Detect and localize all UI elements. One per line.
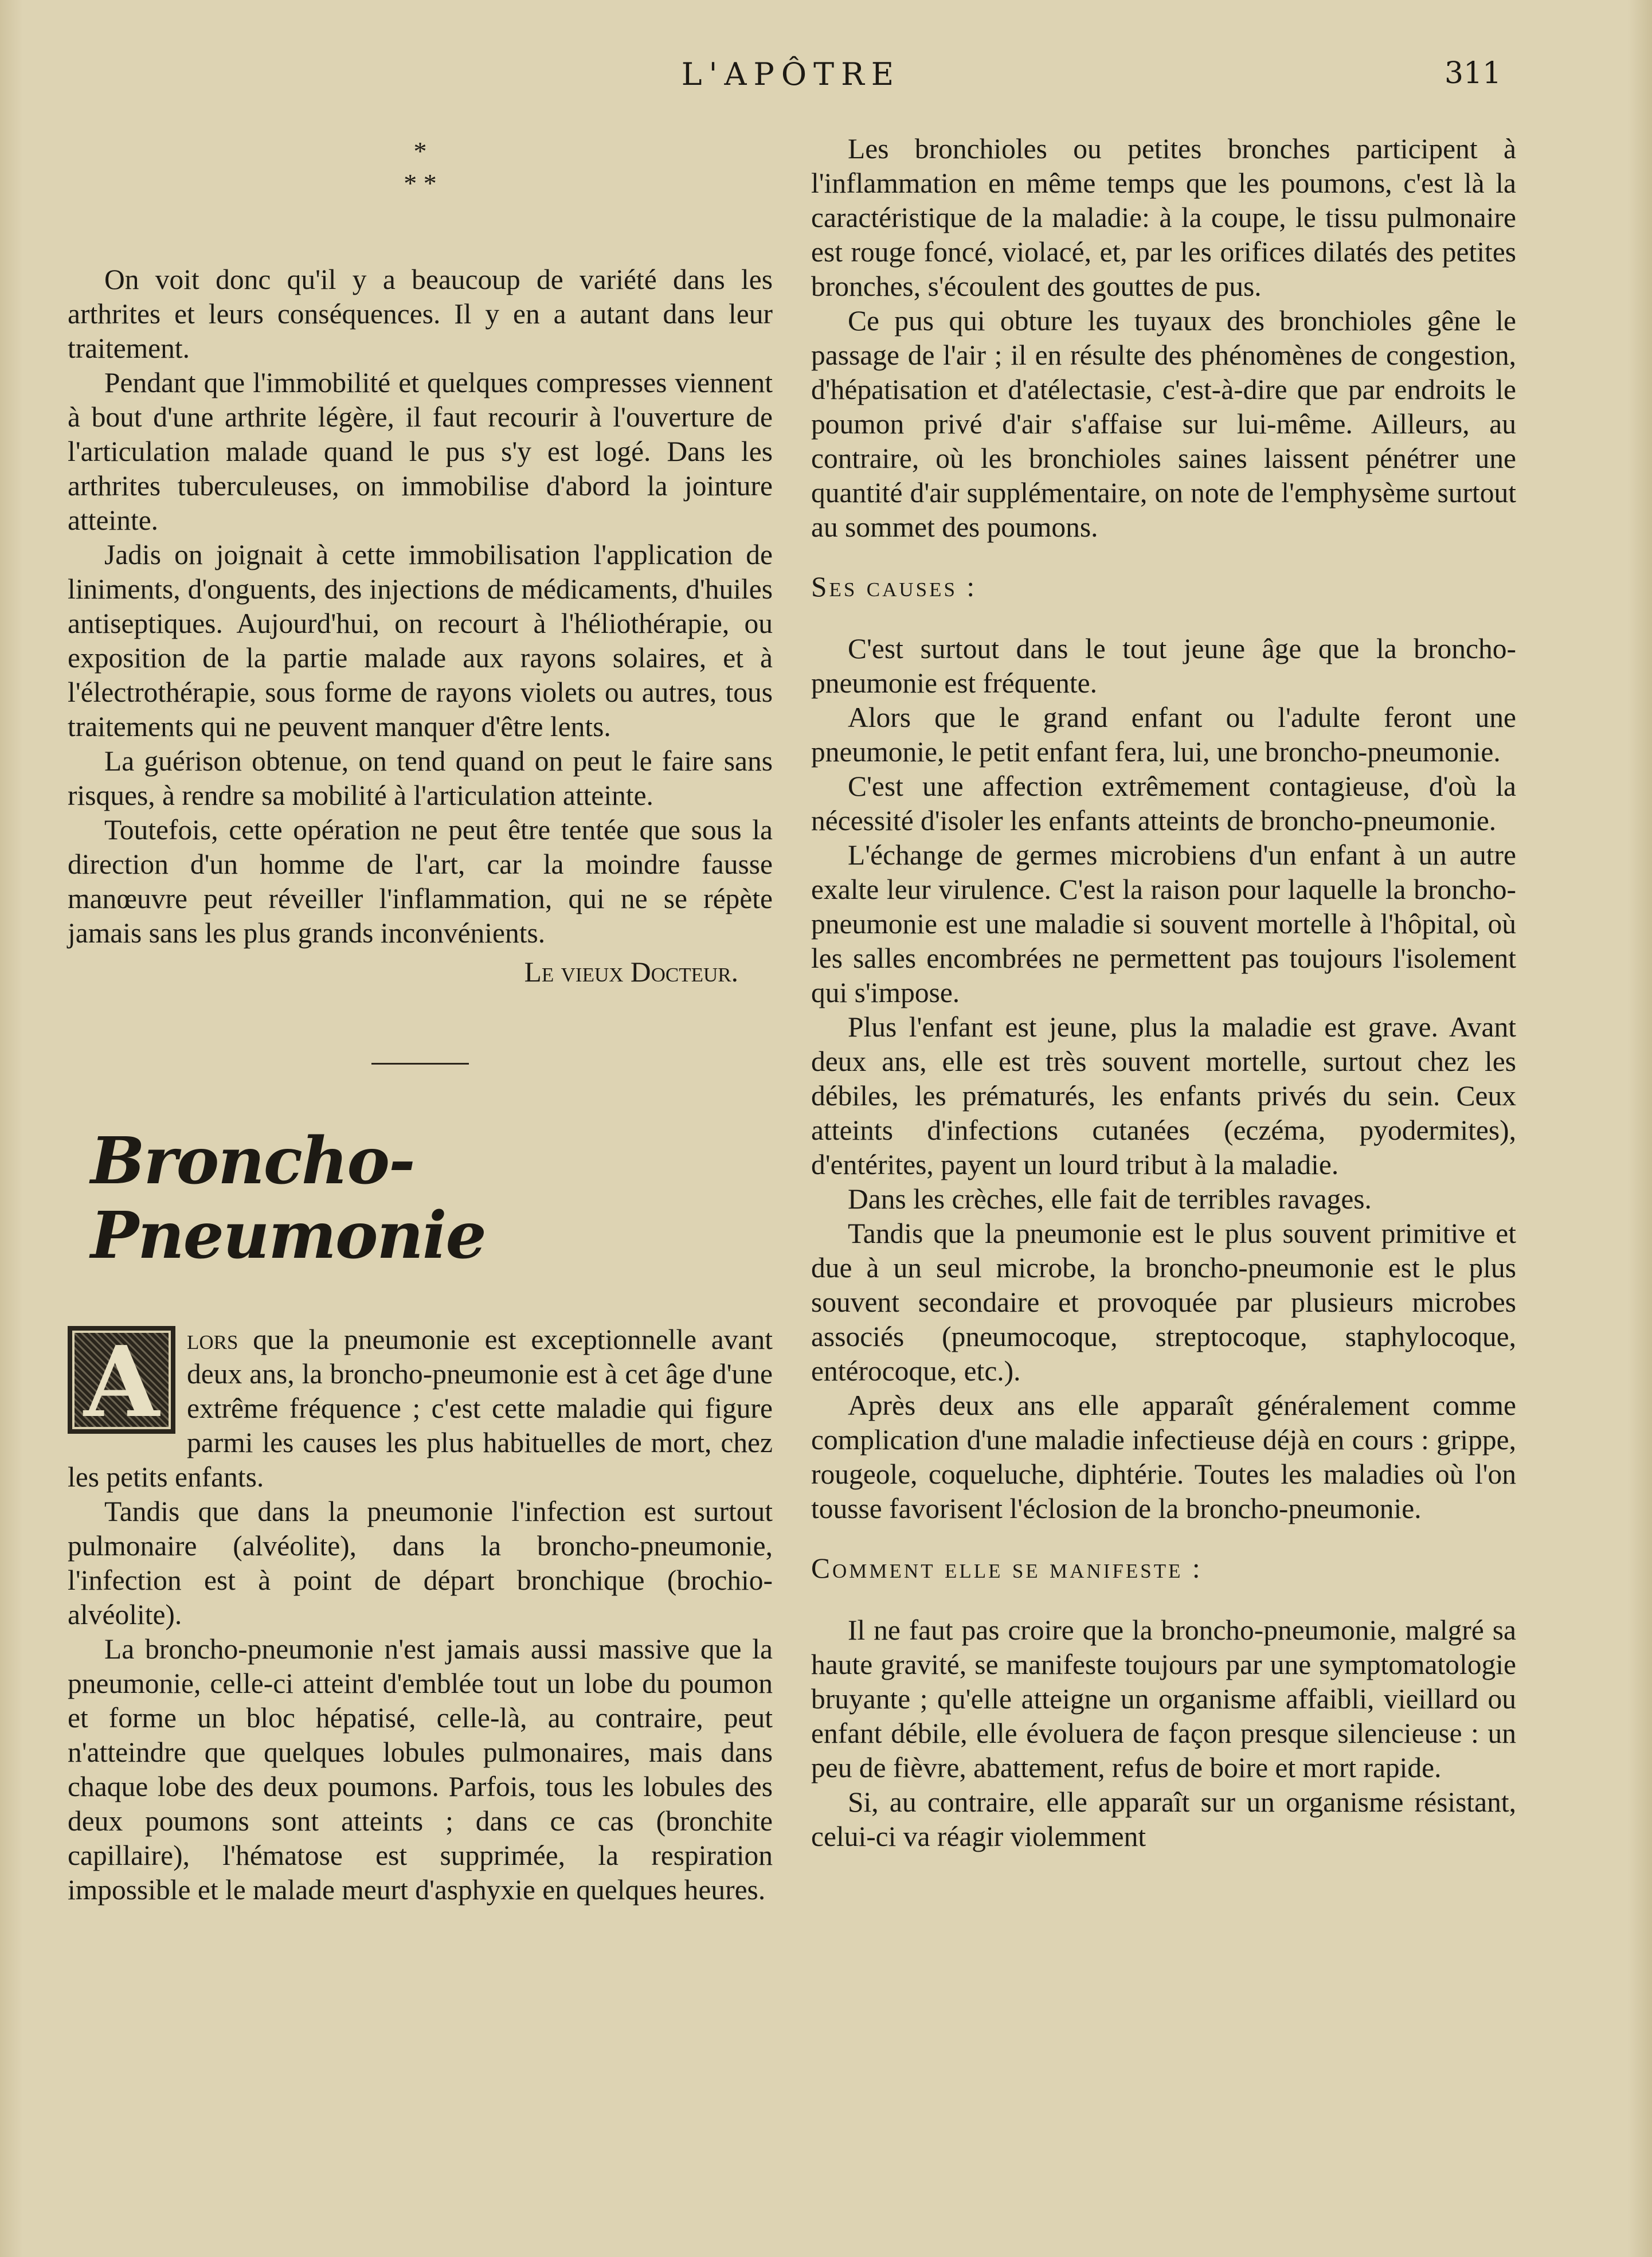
section-heading-symptoms: Comment elle se manifeste : [811,1552,1203,1584]
page-number: 311 [1444,56,1502,91]
paragraph: C'est une affection extrêmement contagieuse, d'où la nécessité d'isoler les enfants atteints de broncho-pneumonie. [811,770,1516,836]
drop-cap-letter: A [84,1325,159,1440]
journal-title: L'APÔTRE [681,56,901,92]
author-signature: Le vieux Docteur. [524,956,738,988]
paragraph: C'est surtout dans le tout jeune âge que la broncho-pneumonie est fréquente. [811,633,1516,699]
paragraph: On voit donc qu'il y a beaucoup de variété dans les arthrites et leurs conséquences. Il y en a autant dans leur traitement. [68,264,773,364]
asterism-bottom: * * [404,169,437,198]
paragraph: Ce pus qui obture les tuyaux des bronchioles gêne le passage de l'air ; il en résulte des phénomènes de congestion, d'hépatisation et d'atélectasie, c'est-à-dire que par endroits le poumon privé d'air s'affaise sur lui-même. Ailleurs, au contraire, où les bronchioles saines laissent pénétrer une quantité d'air supplémentaire, on note de l'emphysème surtout au sommet des poumons. [811,305,1516,543]
asterism-top: * [413,136,427,166]
paragraph: Il ne faut pas croire que la broncho-pneumonie, malgré sa haute gravité, se manifeste toujours par une symptomatologie bruyante ; qu'elle atteigne un organisme affaibli, vieillard ou enfant débile, elle évoluera de façon presque silencieuse : un peu de fièvre, abattement, refus de boire et mort rapide. [811,1614,1516,1783]
lead-paragraph [68,1323,773,1495]
section-heading-causes: Ses causes : [811,571,977,603]
paragraph: La guérison obtenue, on tend quand on peut le faire sans risques, à rendre sa mobilité à l'articulation atteinte. [68,745,773,811]
left-column [68,132,773,1907]
paragraph: Tandis que la pneumonie est le plus souvent primitive et due à un seul microbe, la broncho-pneumonie est le plus souvent secondaire et provoquée par plusieurs microbes associés (pneumocoque, streptocoque, staphylocoque, entérocoque, etc.). [811,1218,1516,1387]
paragraph: Après deux ans elle apparaît généralement comme complication d'une maladie infectieuse déjà en cours : grippe, rougeole, coqueluche, diphtérie. Toutes les maladies où l'on tousse favorisent l'éclosion de la broncho-pneumonie. [811,1390,1516,1524]
paragraph: Tandis que dans la pneumonie l'infection est surtout pulmonaire (alvéolite), dans la broncho-pneumonie, l'infection est à point de départ bronchique (brochio-alvéolite). [68,1496,773,1630]
paragraph: Si, au contraire, elle apparaît sur un organisme résistant, celui-ci va réagir violemment [811,1786,1516,1852]
paragraph: Jadis on joignait à cette immobilisation l'application de liniments, d'onguents, des injections de médicaments, d'huiles antiseptiques. Aujourd'hui, on recourt à l'héliothérapie, ou exposition de la partie malade aux rayons solaires, et à l'électrothérapie, sous forme de rayons violets ou autres, tous traitements qui ne peuvent manquer d'être lents. [68,539,773,742]
paragraph: Pendant que l'immobilité et quelques compresses viennent à bout d'une arthrite légère, il faut recourir à l'ouverture de l'articulation malade quand le pus s'y est logé. Dans les arthrites tuberculeuses, on immobilise d'abord la jointure atteinte. [68,367,773,536]
running-header [0,56,1652,102]
paragraph: Dans les crèches, elle fait de terribles ravages. [848,1183,1372,1215]
lead-smallcaps: lors [187,1324,238,1355]
paragraph: La broncho-pneumonie n'est jamais aussi massive que la pneumonie, celle-ci atteint d'emblée tout un lobe du poumon et forme un bloc hépatisé, celle-là, au contraire, peut n'atteindre que quelques lobules pulmonaires, mais dans chaque lobe des deux poumons. Parfois, tous les lobules des deux poumons sont atteints ; dans ce cas (bronchite capillaire), l'hématose est supprimée, la respiration impossible et le malade meurt d'asphyxie en quelques heures. [68,1633,773,1906]
paragraph: L'échange de germes microbiens d'un enfant à un autre exalte leur virulence. C'est la raison pour laquelle la broncho-pneumonie est une maladie si souvent mortelle à l'hôpital, où les salles encombrées ne permettent pas toujours l'isolement qui s'impose. [811,839,1516,1008]
lead-text: que la pneumonie est exceptionnelle avant deux ans, la broncho-pneumonie est à cet âge d'une extrême fréquence ; c'est cette maladie qui figure parmi les causes les plus habituelles de mort, chez les petits enfants. [68,1324,773,1493]
paragraph: Alors que le grand enfant ou l'adulte feront une pneumonie, le petit enfant fera, lui, une broncho-pneumonie. [811,702,1516,768]
section-stars [68,135,773,200]
paragraph: Toutefois, cette opération ne peut être tentée que sous la direction d'un homme de l'art, car la moindre fausse manœuvre peut réveiller l'inflammation, qui ne se répète jamais sans les plus grands inconvénients. [68,814,773,949]
drop-cap-ornament [68,1325,175,1440]
right-column [811,132,1516,1854]
paragraph: Plus l'enfant est jeune, plus la maladie est grave. Avant deux ans, elle est très souvent mortelle, surtout chez les débiles, les prématurés, les enfants privés du sein. Ceux atteints d'infections cutanées (eczéma, pyodermites), d'entérites, payent un lourd tribut à la maladie. [811,1011,1516,1180]
paragraph: Les bronchioles ou petites bronches participent à l'inflammation en même temps que les poumons, c'est là la caractéristique de la maladie: à la coupe, le tissu pulmonaire est rouge foncé, violacé, et, par les orifices dilatés des petites bronches, s'écoulent des gouttes de pus. [811,133,1516,302]
article-title: Broncho-Pneumonie [91,1124,486,1273]
section-divider [371,1063,469,1065]
